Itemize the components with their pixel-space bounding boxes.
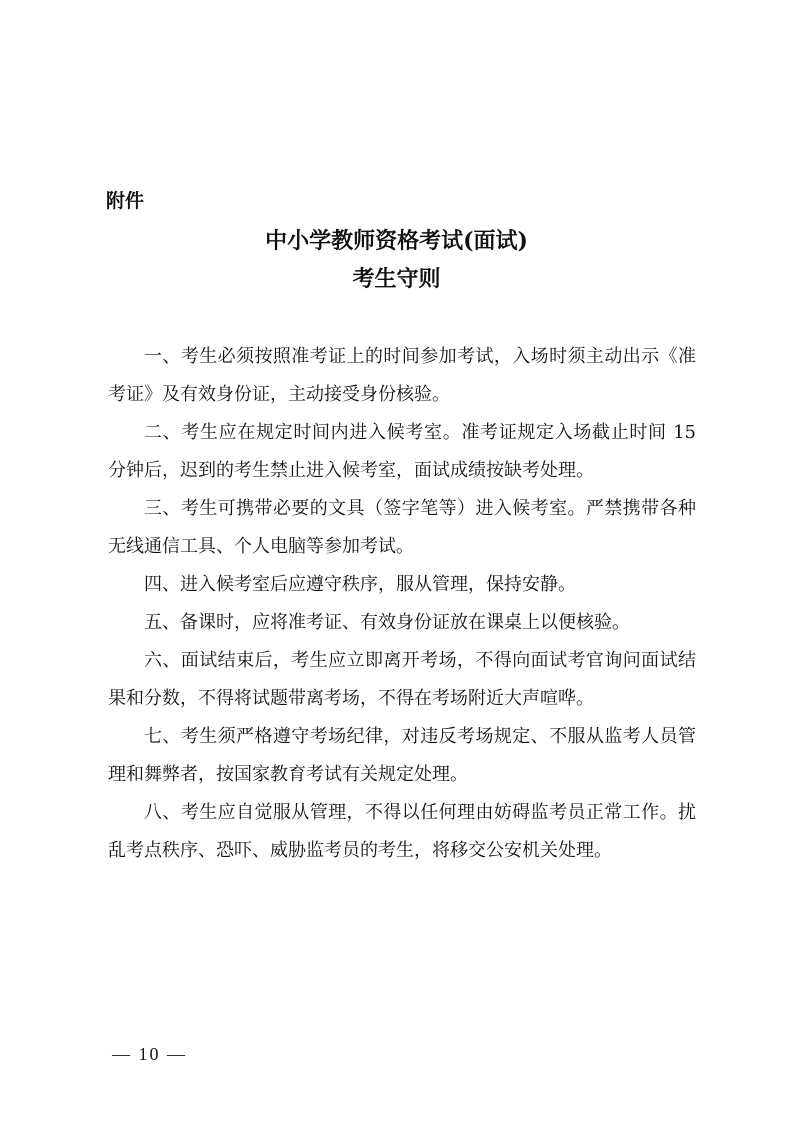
rule-paragraph-2: 二、考生应在规定时间内进入候考室。准考证规定入场截止时间 15 分钟后，迟到的考生禁止进入候考室，面试成绩按缺考处理。 [108, 422, 696, 481]
rules-body [108, 338, 696, 870]
rule-paragraph-3: 三、考生可携带必要的文具（签字笔等）进入候考室。严禁携带各种无线通信工具、个人电脑等参加考试。 [108, 498, 696, 557]
document-subtitle: 考生守则 [352, 266, 441, 292]
rule-paragraph-5: 五、备课时，应将准考证、有效身份证放在课桌上以便核验。 [144, 612, 630, 633]
rule-paragraph-4: 四、进入候考室后应遵守秩序，服从管理，保持安静。 [144, 574, 576, 595]
rule-paragraph-1: 一、考生必须按照准考证上的时间参加考试，入场时须主动出示《准考证》及有效身份证，主动接受身份核验。 [108, 346, 696, 405]
rule-paragraph-6: 六、面试结束后，考生应立即离开考场，不得向面试考官询问面试结果和分数，不得将试题带离考场，不得在考场附近大声喧哗。 [108, 650, 696, 709]
page-number: — 10 — [112, 1044, 187, 1064]
attachment-label: 附件 [106, 190, 145, 212]
rule-paragraph-7: 七、考生须严格遵守考场纪律，对违反考场规定、不服从监考人员管理和舞弊者，按国家教育考试有关规定处理。 [108, 726, 696, 785]
document-title: 中小学教师资格考试(面试) [265, 228, 528, 254]
rule-paragraph-8: 八、考生应自觉服从管理，不得以任何理由妨碍监考员正常工作。扰乱考点秩序、恐吓、威胁监考员的考生，将移交公安机关处理。 [108, 802, 696, 861]
